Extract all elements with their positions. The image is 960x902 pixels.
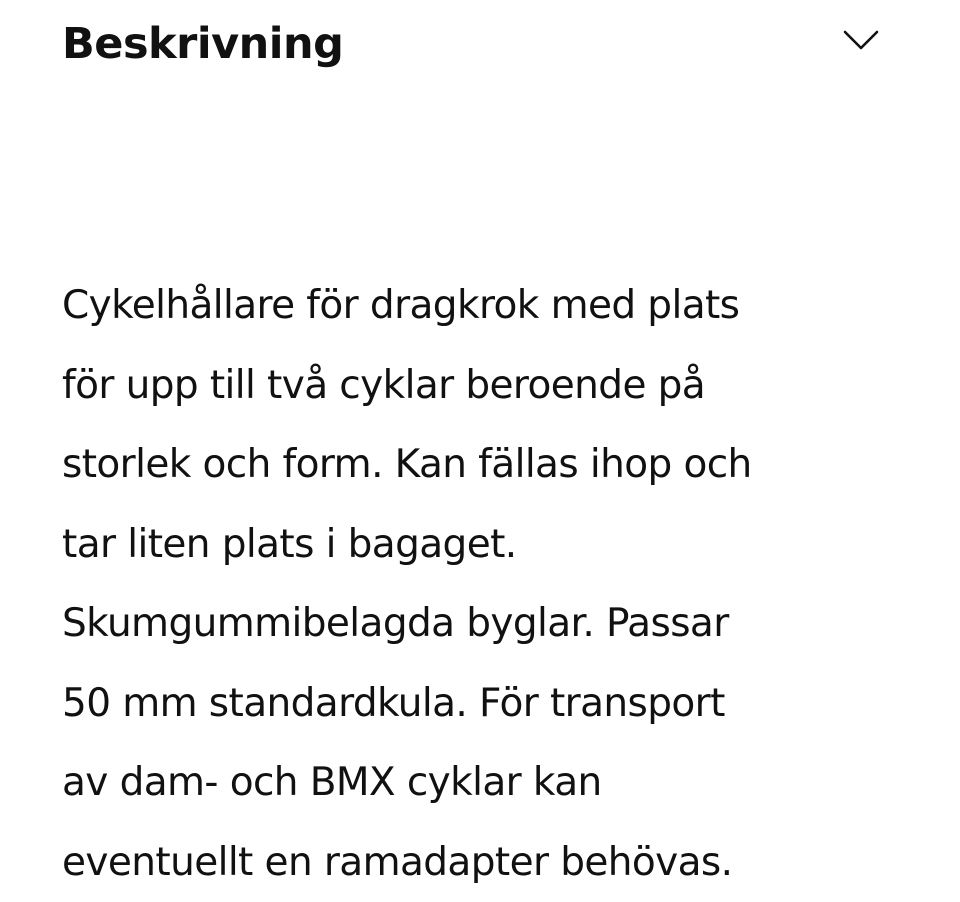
- description-line: storlek och form. Kan fällas ihop och: [62, 425, 932, 505]
- description-line: 50 mm standardkula. För transport: [62, 664, 932, 744]
- accordion-title: Beskrivning: [62, 14, 343, 74]
- description-line: eventuellt en ramadapter behövas.: [62, 823, 932, 902]
- description-line: av dam- och BMX cyklar kan: [62, 743, 932, 823]
- description-line: tar liten plats i bagaget.: [62, 505, 932, 585]
- description-line: Cykelhållare för dragkrok med plats: [62, 266, 932, 346]
- description-line: Skumgummibelagda byglar. Passar: [62, 584, 932, 664]
- description-line: för upp till två cyklar beroende på: [62, 346, 932, 426]
- description-text: [62, 266, 932, 902]
- description-accordion-header[interactable]: [0, 0, 960, 100]
- chevron-down-icon[interactable]: [842, 28, 880, 52]
